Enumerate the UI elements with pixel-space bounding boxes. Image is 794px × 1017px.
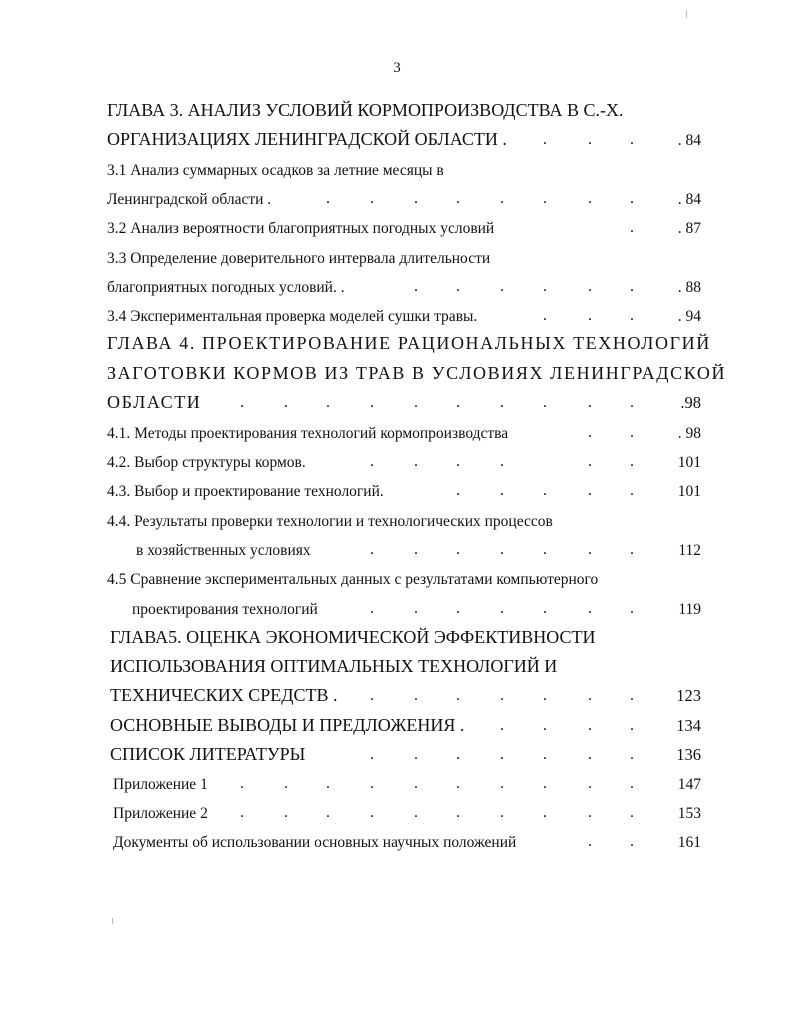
- toc-entry-page: 101: [677, 483, 701, 500]
- toc-entry-title: 4.1. Методы проектирования технологий кормопроизводства: [107, 425, 509, 442]
- toc-entry-title: в хозяйственных условиях: [136, 542, 311, 559]
- toc-entry-conclusions: ОСНОВНЫЕ ВЫВОДЫ И ПРЕДЛОЖЕНИЯ . . . . . 134: [110, 715, 701, 735]
- toc-entry-title: ИСПОЛЬЗОВАНИЯ ОПТИМАЛЬНЫХ ТЕХНОЛОГИЙ И: [110, 656, 558, 676]
- toc-entry-title: 4.3. Выбор и проектирование технологий.: [107, 483, 384, 500]
- toc-entry-title: Ленинградской области .: [107, 191, 272, 208]
- toc-entry-3-3-line-1: [0, 245, 794, 271]
- toc-entry-title: ГЛАВА 4. ПРОЕКТИРОВАНИЕ РАЦИОНАЛЬНЫХ ТЕХНОЛОГИЙ: [107, 333, 711, 353]
- toc-entry-page: 101: [677, 454, 701, 471]
- toc-entry-title: ОРГАНИЗАЦИЯХ ЛЕНИНГРАДСКОЙ ОБЛАСТИ .: [107, 129, 507, 149]
- toc-entry-title: проектирования технологий: [132, 601, 318, 618]
- toc-entry-title: ГЛАВА5. ОЦЕНКА ЭКОНОМИЧЕСКОЙ ЭФФЕКТИВНОСТИ: [110, 627, 596, 647]
- toc-entry-page: . 84: [677, 132, 701, 149]
- toc-entry-chapter-4-line-3: ОБЛАСТИ . . . . . . . . . . .98: [107, 392, 701, 412]
- toc-entry-3-3-line-2: благоприятных погодных условий. . . . . . . . . 88: [107, 278, 701, 296]
- toc-entry-title: благоприятных погодных условий. .: [107, 279, 345, 296]
- toc-entry-title: 3.1 Анализ суммарных осадков за летние месяцы в: [107, 162, 444, 179]
- toc-entry-title: 4.5 Сравнение экспериментальных данных с результатами компьютерного: [107, 571, 599, 588]
- toc-entry-page: . 84: [677, 191, 701, 208]
- toc-entry-3-1-line-2: Ленинградской области . . . . . . . . . . 84: [107, 190, 701, 208]
- toc-entry-4-4-line-1: [0, 508, 794, 534]
- toc-entry-page: . 94: [677, 308, 701, 325]
- toc-entry-title: ГЛАВА 3. АНАЛИЗ УСЛОВИЙ КОРМОПРОИЗВОДСТВА В С.-Х.: [107, 100, 624, 120]
- toc-entry-4-4-line-2: в хозяйственных условиях . . . . . . . 112: [136, 541, 701, 559]
- scan-artifact: [112, 918, 113, 924]
- toc-entry-4-1: 4.1. Методы проектирования технологий кормопроизводства . . . 98: [107, 424, 701, 442]
- toc-entry-references: СПИСОК ЛИТЕРАТУРЫ . . . . . . . 136: [110, 744, 701, 764]
- toc-entry-page: . 88: [677, 279, 701, 296]
- toc-entry-title: СПИСОК ЛИТЕРАТУРЫ: [110, 744, 306, 764]
- toc-entry-page: 147: [677, 776, 701, 793]
- toc-entry-chapter-4-line-2: [0, 361, 794, 387]
- toc-entry-chapter-5-line-3: ТЕХНИЧЕСКИХ СРЕДСТВ . . . . . . . . 123: [110, 685, 701, 705]
- toc-entry-title: Приложение 2: [113, 805, 208, 822]
- toc-entry-title: Приложение 1: [113, 776, 208, 793]
- toc-entry-chapter-5-line-2: [0, 654, 794, 680]
- toc-entry-3-2: 3.2 Анализ вероятности благоприятных погодных условий . . 87: [107, 219, 701, 237]
- toc-entry-4-3: 4.3. Выбор и проектирование технологий. . . . . . 101: [107, 482, 701, 500]
- toc-entry-3-4: 3.4 Экспериментальная проверка моделей сушки травы. . . . . 94: [107, 307, 701, 325]
- toc-entry-chapter-3-line-2: ОРГАНИЗАЦИЯХ ЛЕНИНГРАДСКОЙ ОБЛАСТИ . . . . . 84: [107, 129, 701, 149]
- toc-entry-appendix-1: Приложение 1 . . . . . . . . . . 147: [113, 775, 701, 793]
- toc-entry-page: 161: [677, 834, 701, 851]
- toc-entry-4-5-line-1: [0, 566, 794, 592]
- toc-entry-chapter-4-line-1: [0, 331, 794, 357]
- toc-entry-3-1-line-1: [0, 157, 794, 183]
- toc-entry-title: ЗАГОТОВКИ КОРМОВ ИЗ ТРАВ В УСЛОВИЯХ ЛЕНИНГРАДСКОЙ: [107, 363, 727, 383]
- toc-entry-4-2: 4.2. Выбор структуры кормов. . . . . . . 101: [107, 453, 701, 471]
- toc-entry-page: 134: [676, 716, 701, 735]
- toc-entry-chapter-3-line-1: [0, 98, 794, 124]
- toc-entry-title: ОСНОВНЫЕ ВЫВОДЫ И ПРЕДЛОЖЕНИЯ .: [110, 715, 465, 735]
- toc-entry-title: 4.2. Выбор структуры кормов.: [107, 454, 306, 471]
- toc-entry-documents: Документы об использовании основных научных положений . . 161: [113, 833, 701, 851]
- page-number: 3: [393, 60, 401, 76]
- scan-artifact: [686, 10, 687, 18]
- toc-entry-4-5-line-2: проектирования технологий . . . . . . . 119: [132, 600, 701, 618]
- toc-entry-page: .98: [680, 393, 701, 412]
- toc-entry-title: 3.2 Анализ вероятности благоприятных погодных условий: [107, 220, 495, 237]
- toc-entry-page: 123: [676, 686, 701, 705]
- toc-entry-title: Документы об использовании основных научных положений: [113, 834, 517, 851]
- toc-entry-title: 3.4 Экспериментальная проверка моделей сушки травы.: [107, 308, 478, 325]
- toc-entry-title: ТЕХНИЧЕСКИХ СРЕДСТВ .: [110, 685, 338, 705]
- toc-entry-page: 119: [678, 601, 701, 618]
- toc-entry-page: 112: [678, 542, 701, 559]
- toc-entry-chapter-5-line-1: [0, 625, 794, 651]
- toc-entry-title: ОБЛАСТИ: [107, 392, 202, 412]
- toc-entry-page: . 87: [677, 220, 701, 237]
- toc-entry-page: 153: [677, 805, 701, 822]
- toc-entry-page: . 98: [677, 425, 701, 442]
- toc-entry-page: 136: [676, 745, 701, 764]
- toc-entry-title: 4.4. Результаты проверки технологии и технологических процессов: [107, 513, 553, 530]
- toc-entry-appendix-2: Приложение 2 . . . . . . . . . . 153: [113, 804, 701, 822]
- toc-entry-title: 3.3 Определение доверительного интервала длительности: [107, 250, 491, 267]
